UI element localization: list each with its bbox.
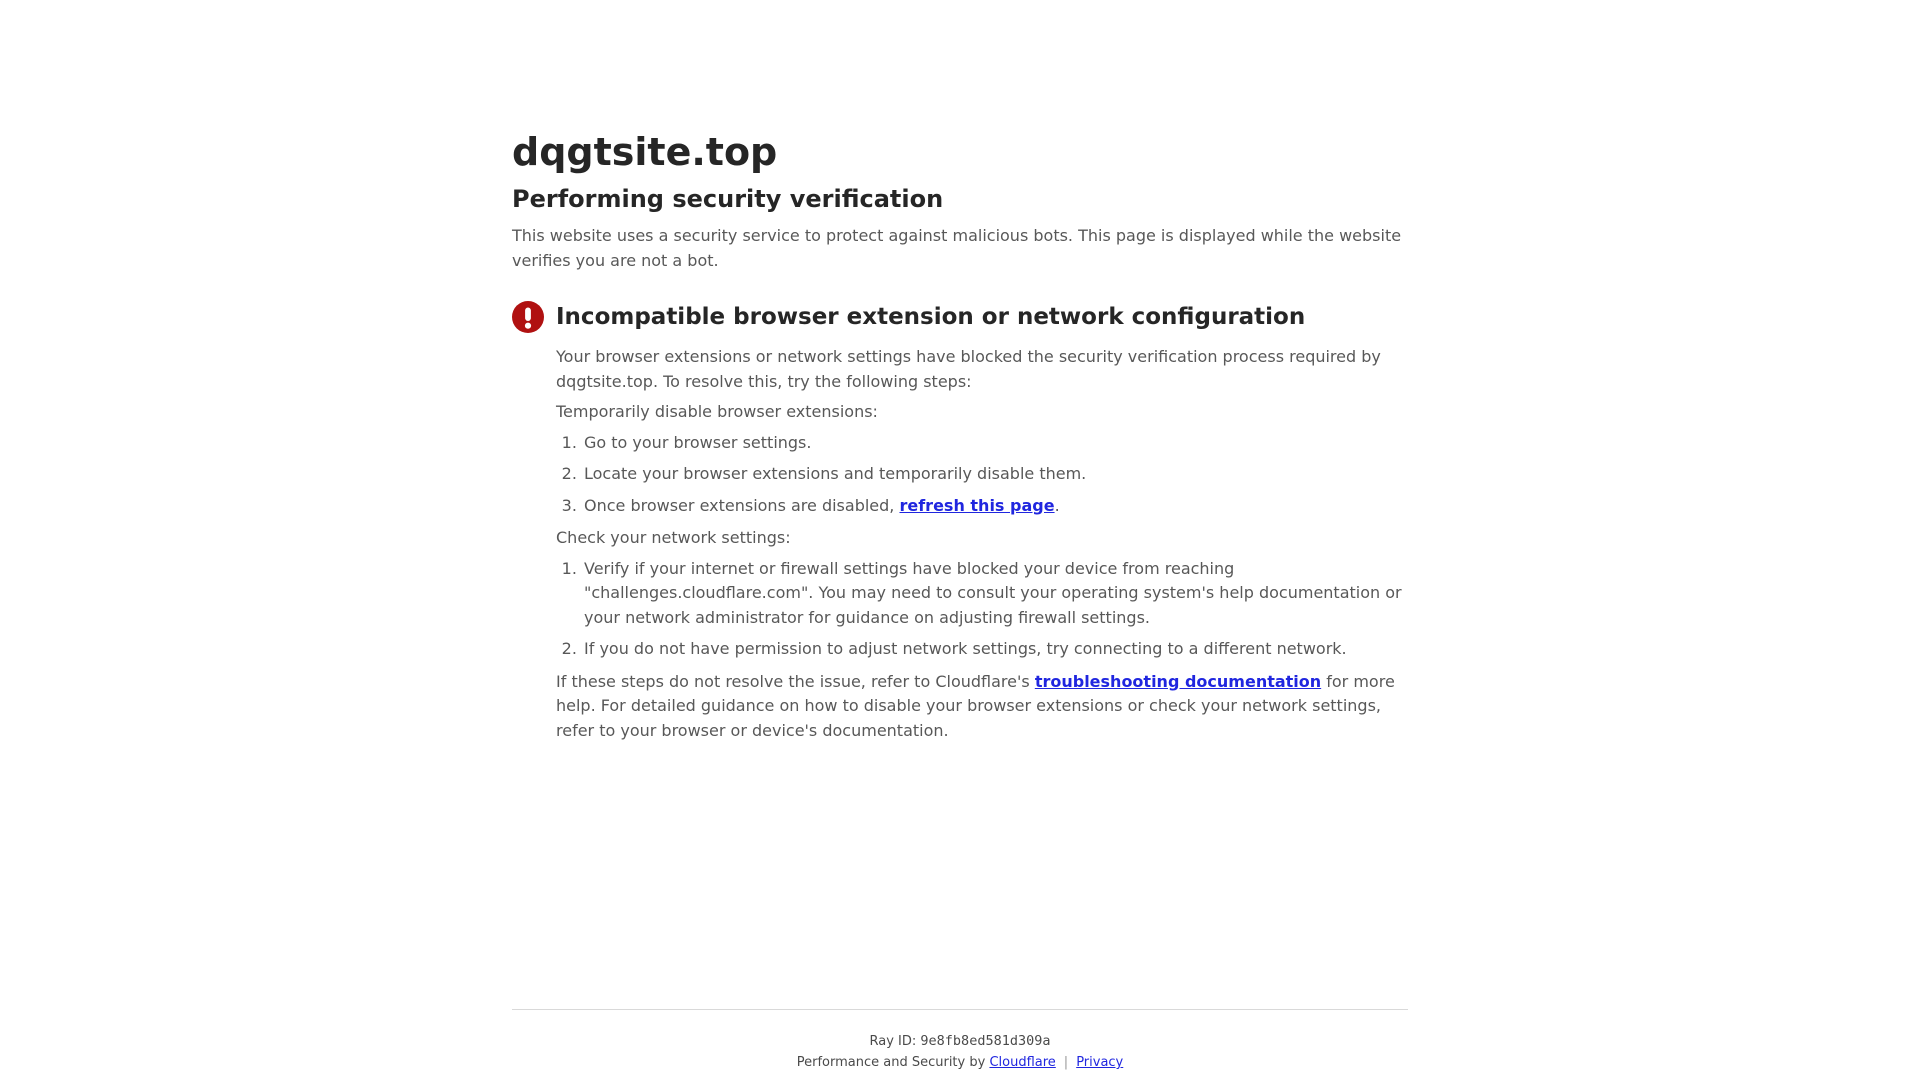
page-description: This website uses a security service to protect against malicious bots. This page is displayed while the website verifies you are not a bot.: [512, 226, 1402, 270]
list-item: [582, 462, 1408, 487]
ray-id-value: 9e8fb8ed581d309a: [920, 1033, 1051, 1049]
page-footer: [0, 1009, 1920, 1080]
outro-text: for more help. For detailed guidance on how to disable your browser extensions or check your network settings, refer to your browser or device's documentation.: [556, 671, 1395, 740]
performance-text: Performance and Security by: [796, 1055, 990, 1070]
performance-line: [512, 1054, 1408, 1072]
list-item-text: Verify if your internet or firewall settings have blocked your device from reaching "challenges.cloudflare.com". You may need to consult your operating system's help documentation or your network administrator for guidance on adjusting firewall settings.: [584, 558, 1402, 627]
list-item: [582, 637, 1408, 662]
page-subtitle: Performing security verification: [512, 185, 944, 213]
alert-icon: [512, 301, 544, 333]
separator: |: [1063, 1055, 1069, 1070]
network-steps-list: [556, 557, 1408, 662]
list-item-text: Locate your browser extensions and temporarily disable them.: [584, 464, 1087, 483]
list-item-text: Once browser extensions are disabled,: [584, 495, 900, 515]
error-section: [512, 301, 1408, 743]
network-lead: Check your network settings:: [556, 528, 791, 547]
list-item: [582, 494, 1408, 519]
extensions-steps-list: [556, 431, 1408, 519]
refresh-page-link[interactable]: refresh this page: [899, 495, 1055, 515]
list-item: [582, 431, 1408, 456]
list-item-text: .: [1054, 495, 1060, 515]
list-item: [582, 557, 1408, 631]
challenge-page: [512, 0, 1408, 743]
cloudflare-link[interactable]: Cloudflare: [989, 1055, 1056, 1070]
privacy-link[interactable]: Privacy: [1076, 1055, 1124, 1070]
extensions-lead: Temporarily disable browser extensions:: [556, 402, 878, 421]
error-heading: Incompatible browser extension or network configuration: [556, 304, 1306, 330]
list-item-text: If you do not have permission to adjust network settings, try connecting to a different network.: [584, 639, 1347, 658]
list-item-text: Go to your browser settings.: [584, 432, 812, 452]
error-intro: Your browser extensions or network settings have blocked the security verification process required by dqgtsite.top. To resolve this, try the following steps:: [556, 347, 1381, 391]
troubleshooting-docs-link[interactable]: troubleshooting documentation: [1034, 671, 1322, 691]
footer-content: [512, 1009, 1408, 1072]
error-section-content: [556, 301, 1408, 743]
outro-text: If these steps do not resolve the issue, refer to Cloudflare's: [556, 671, 1035, 691]
ray-id-label: Ray ID:: [869, 1034, 917, 1049]
ray-id: [512, 1032, 1408, 1051]
page-title: dqgtsite.top: [512, 130, 778, 174]
error-outro: [556, 670, 1408, 744]
